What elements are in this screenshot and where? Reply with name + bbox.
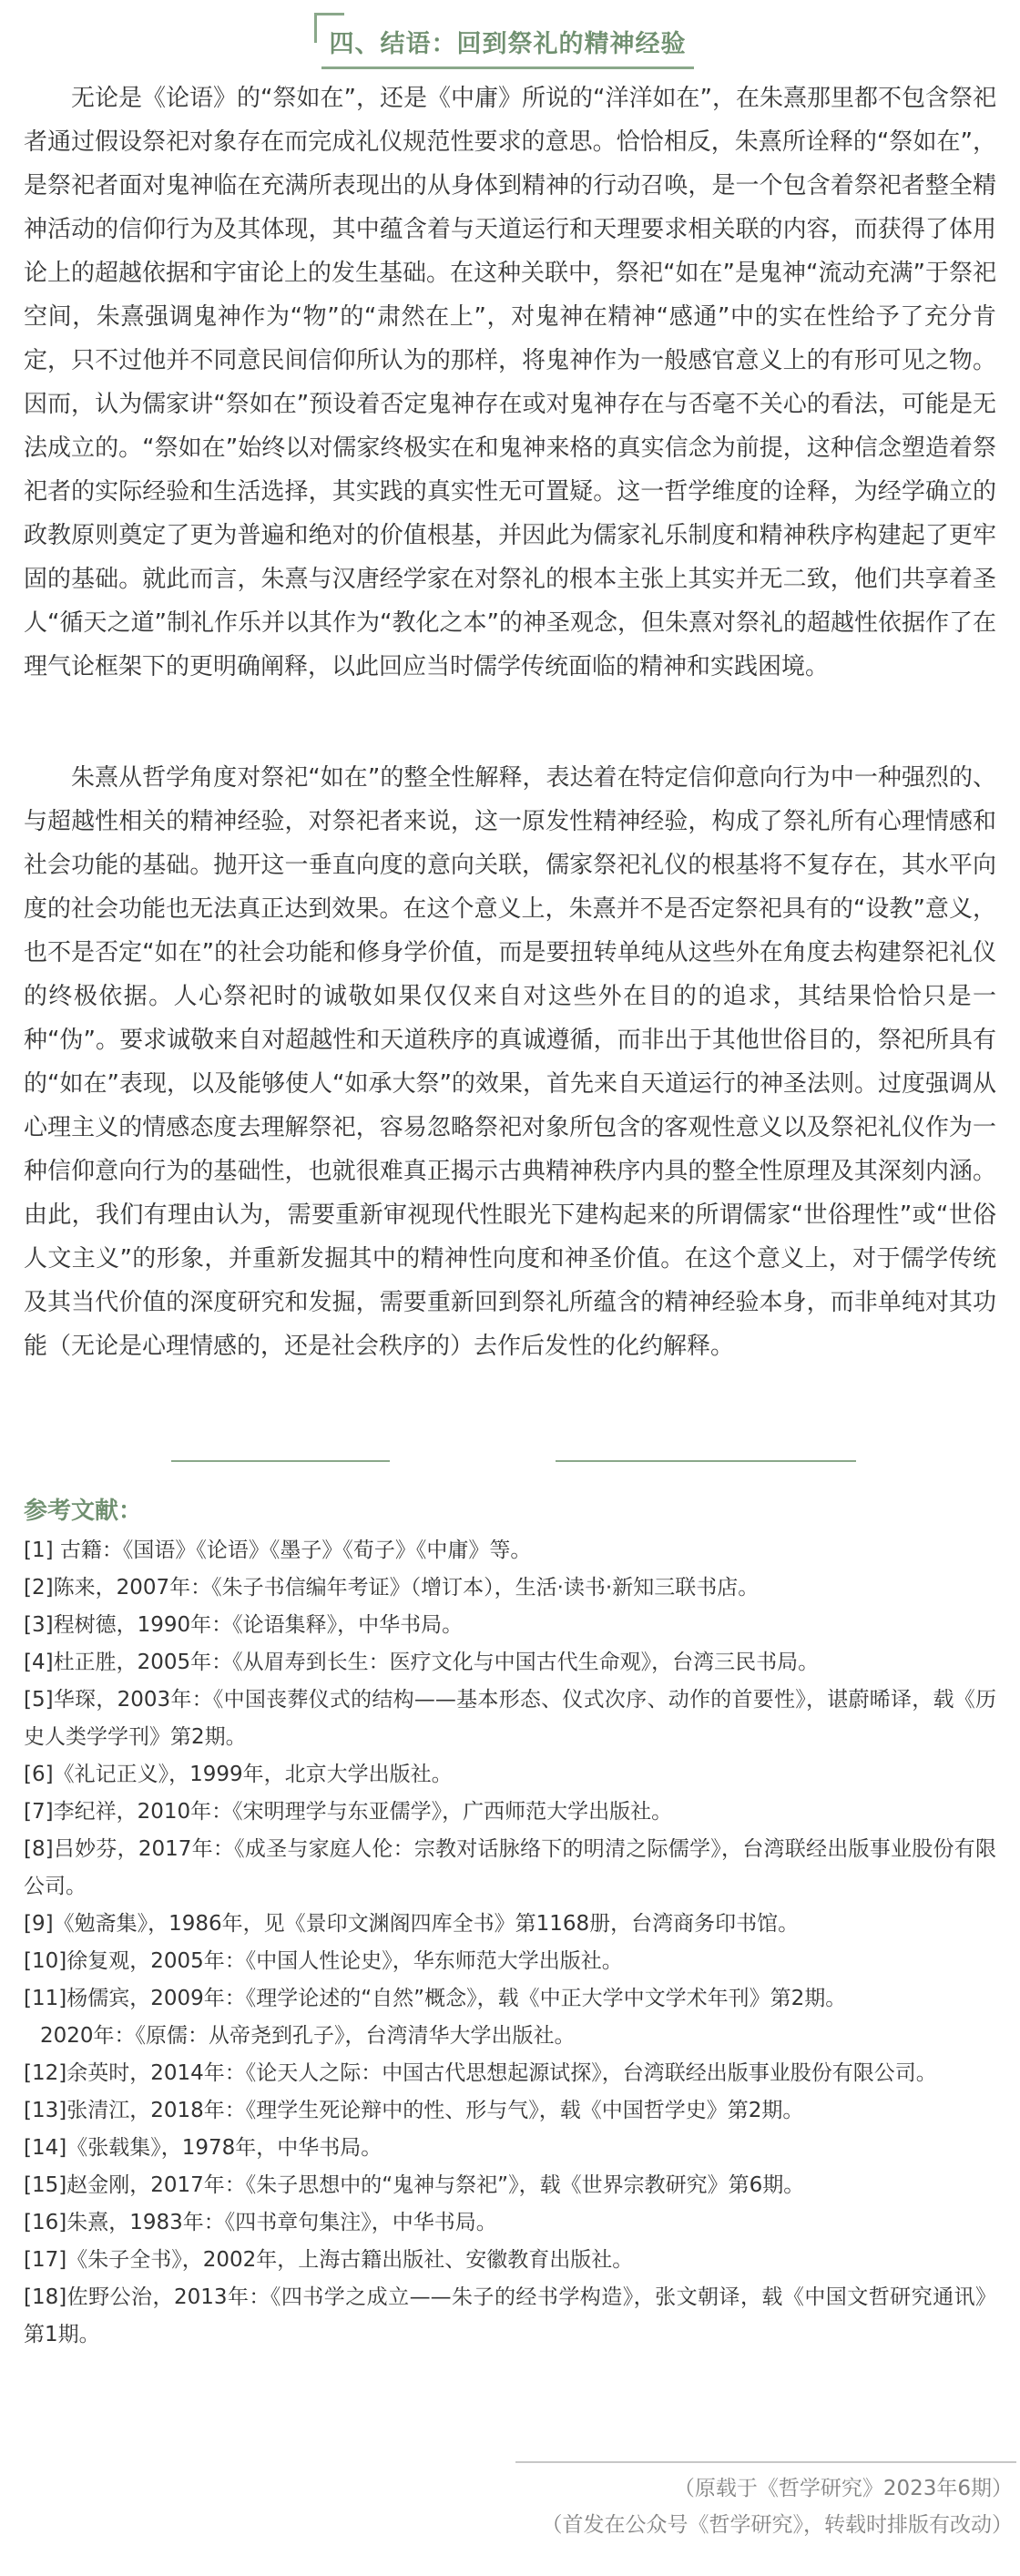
reference-item: [13]张清江，2018年：《理学生死论辩中的性、形与气》，载《中国哲学史》第2期。 [24,2099,804,2122]
repost-notice: （首发在公众号《哲学研究》，转载时排版有改动） [541,2513,1013,2537]
references-list [24,1532,996,2354]
reference-item: [3]程树德，1990年：《论语集释》，中华书局。 [24,1613,464,1637]
reference-item: [12]余英时，2014年：《论天人之际：中国古代思想起源试探》，台湾联经出版事业股份有限公司。 [24,2061,937,2085]
body-paragraph-1: 无论是《论语》的“祭如在”，还是《中庸》所说的“洋洋如在”，在朱熹那里都不包含祭祀者通过假设祭祀对象存在而完成礼仪规范性要求的意思。恰恰相反，朱熹所诠释的“祭如在”，是祭祀者面对鬼神临在充满所表现出的从身体到精神的行动召唤，是一个包含着祭祀者整全精神活动的信仰行为及其体现，其中蕴含着与天道运行和天理要求相关联的内容，而获得了体用论上的超越依据和宇宙论上的发生基础。在这种关联中，祭祀“如在”是鬼神“流动充满”于祭祀空间，朱熹强调鬼神作为“物”的“肃然在上”，对鬼神在精神“感通”中的实在性给予了充分肯定，只不过他并不同意民间信仰所认为的那样，将鬼神作为一般感官意义上的有形可见之物。因而，认为儒家讲“祭如在”预设着否定鬼神存在或对鬼神存在与否毫不关心的看法，可能是无法成立的。“祭如在”始终以对儒家终极实在和鬼神来格的真实信念为前提，这种信念塑造着祭祀者的实际经验和生活选择，其实践的真实性无可置疑。这一哲学维度的诠释，为经学确立的政教原则奠定了更为普遍和绝对的价值根基，并因此为儒家礼乐制度和精神秩序构建起了更牢固的基础。就此而言，朱熹与汉唐经学家在对祭礼的根本主张上其实并无二致，他们共享着圣人“循天之道”制礼作乐并以其作为“教化之本”的神圣观念，但朱熹对祭礼的超越性依据作了在理气论框架下的更明确阐释，以此回应当时儒学传统面临的精神和实践困境。 [24,85,996,680]
reference-item: [16]朱熹，1983年：《四书章句集注》，中华书局。 [24,2211,497,2234]
footer-divider [515,2461,1016,2463]
reference-item: [2]陈来，2007年：《朱子书信编年考证》（增订本），生活·读书·新知三联书店。 [24,1576,760,1600]
reference-item: [8]吕妙芬，2017年：《成圣与家庭人伦：宗教对话脉络下的明清之际儒学》，台湾联经出版事业股份有限公司。 [24,1837,996,1898]
reference-item: [15]赵金刚，2017年：《朱子思想中的“鬼神与祭祀”》，载《世界宗教研究》第6期。 [24,2173,805,2197]
references-title: 参考文献： [24,1498,143,1525]
reference-item: [6]《礼记正义》，1999年，北京大学出版社。 [24,1763,453,1786]
divider-left [171,1460,390,1462]
reference-item: [1] 古籍：《国语》《论语》《墨子》《荀子》《中庸》等。 [24,1538,532,1562]
reference-item: [7]李纪祥，2010年：《宋明理学与东亚儒学》，广西师范大学出版社。 [24,1800,673,1824]
reference-item: [9]《勉斋集》，1986年，见《景印文渊阁四库全书》第1168册，台湾商务印书馆。 [24,1912,800,1936]
reference-item: [18]佐野公治，2013年：《四书学之成立——朱子的经书学构造》，张文朝译，载《中国文哲研究通讯》第1期。 [24,2285,996,2346]
reference-item: [11]杨儒宾，2009年：《理学论述的“自然”概念》，载《中正大学中文学术年刊》第2期。 [24,1987,847,2010]
section-heading-frame [314,13,701,69]
divider-right [556,1460,856,1462]
heading-underline [321,66,694,69]
reference-item: [4]杜正胜，2005年：《从眉寿到长生：医疗文化与中国古代生命观》，台湾三民书局。 [24,1651,820,1674]
body-paragraph-2: 朱熹从哲学角度对祭祀“如在”的整全性解释，表达着在特定信仰意向行为中一种强烈的、与超越性相关的精神经验，对祭祀者来说，这一原发性精神经验，构成了祭礼所有心理情感和社会功能的基础。抛开这一垂直向度的意向关联，儒家祭祀礼仪的根基将不复存在，其水平向度的社会功能也无法真正达到效果。在这个意义上，朱熹并不是否定祭祀具有的“设教”意义，也不是否定“如在”的社会功能和修身学价值，而是要扭转单纯从这些外在角度去构建祭祀礼仪的终极依据。人心祭祀时的诚敬如果仅仅来自对这些外在目的的追求，其结果恰恰只是一种“伪”。要求诚敬来自对超越性和天道秩序的真诚遵循，而非出于其他世俗目的，祭祀所具有的“如在”表现，以及能够使人“如承大祭”的效果，首先来自天道运行的神圣法则。过度强调从心理主义的情感态度去理解祭祀，容易忽略祭祀对象所包含的客观性意义以及祭祀礼仪作为一种信仰意向行为的基础性，也就很难真正揭示古典精神秩序内具的整全性原理及其深刻内涵。由此，我们有理由认为，需要重新审视现代性眼光下建构起来的所谓儒家“世俗理性”或“世俗人文主义”的形象，并重新发掘其中的精神性向度和神圣价值。在这个意义上，对于儒学传统及其当代价值的深度研究和发掘，需要重新回到祭礼所蕴含的精神经验本身，而非单纯对其功能（无论是心理情感的，还是社会秩序的）去作后发性的化约解释。 [24,764,996,1360]
reference-item: [5]华琛，2003年：《中国丧葬仪式的结构——基本形态、仪式次序、动作的首要性》，谌蔚晞译，载《历史人类学学刊》第2期。 [24,1688,996,1749]
source-note: （原载于《哲学研究》2023年6期） [673,2477,1013,2500]
reference-item: [10]徐复观，2005年：《中国人性论史》，华东师范大学出版社。 [24,1949,623,1973]
reference-item: [17]《朱子全书》，2002年，上海古籍出版社、安徽教育出版社。 [24,2248,634,2272]
reference-item-continuation: 2020年：《原儒：从帝尧到孔子》，台湾清华大学出版社。 [40,2024,576,2048]
reference-item: [14]《张载集》，1978年，中华书局。 [24,2136,382,2160]
section-heading: 四、结语：回到祭礼的精神经验 [329,30,687,58]
